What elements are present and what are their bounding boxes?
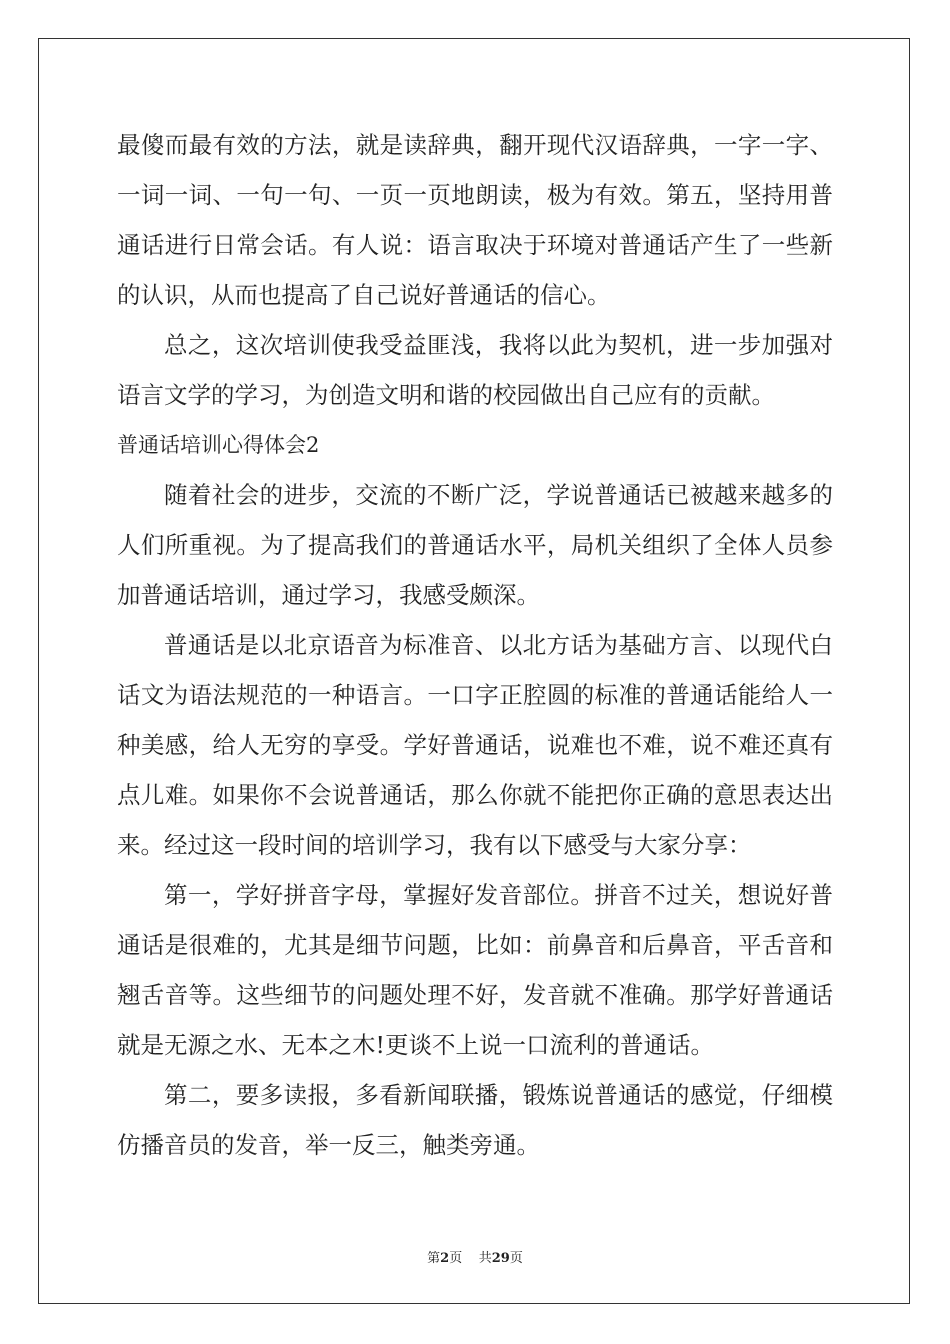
paragraph-5: 第一，学好拼音字母，掌握好发音部位。拼音不过关，想说好普通话是很难的，尤其是细节问题，比如：前鼻音和后鼻音，平舌音和翘舌音等。这些细节的问题处理不好，发音就不准确。那学好普通话就是无源之水、无本之木!更谈不上说一口流利的普通话。 (117, 881, 833, 1059)
page-footer (0, 1247, 950, 1266)
page-number: 2 (440, 1251, 450, 1266)
paragraph-1: 最傻而最有效的方法，就是读辞典，翻开现代汉语辞典，一字一字、一词一词、一句一句、一页一页地朗读，极为有效。第五，坚持用普通话进行日常会话。有人说：语言取决于环境对普通话产生了一些新的认识，从而也提高了自己说好普通话的信心。 (117, 131, 833, 309)
total-label-prefix: 共 (478, 1251, 492, 1266)
document-body (117, 120, 833, 1170)
paragraph-4: 普通话是以北京语音为标准音、以北方话为基础方言、以现代白话文为语法规范的一种语言。一口字正腔圆的标准的普通话能给人一种美感，给人无穷的享受。学好普通话，说难也不难，说不难还真有点儿难。如果你不会说普通话，那么你就不能把你正确的意思表达出来。经过这一段时间的培训学习，我有以下感受与大家分享： (117, 631, 833, 859)
total-pages: 29 (491, 1251, 510, 1266)
paragraph-2: 总之，这次培训使我受益匪浅，我将以此为契机，进一步加强对语言文学的学习，为创造文明和谐的校园做出自己应有的贡献。 (117, 331, 833, 409)
section-heading: 普通话培训心得体会2 (117, 433, 320, 457)
total-label-suffix: 页 (509, 1251, 523, 1266)
page-label-prefix: 第 (427, 1251, 441, 1266)
paragraph-3: 随着社会的进步，交流的不断广泛，学说普通话已被越来越多的人们所重视。为了提高我们的普通话水平，局机关组织了全体人员参加普通话培训，通过学习，我感受颇深。 (117, 481, 833, 609)
page-label-suffix: 页 (449, 1251, 463, 1266)
paragraph-6: 第二，要多读报，多看新闻联播，锻炼说普通话的感觉，仔细模仿播音员的发音，举一反三，触类旁通。 (117, 1081, 833, 1159)
